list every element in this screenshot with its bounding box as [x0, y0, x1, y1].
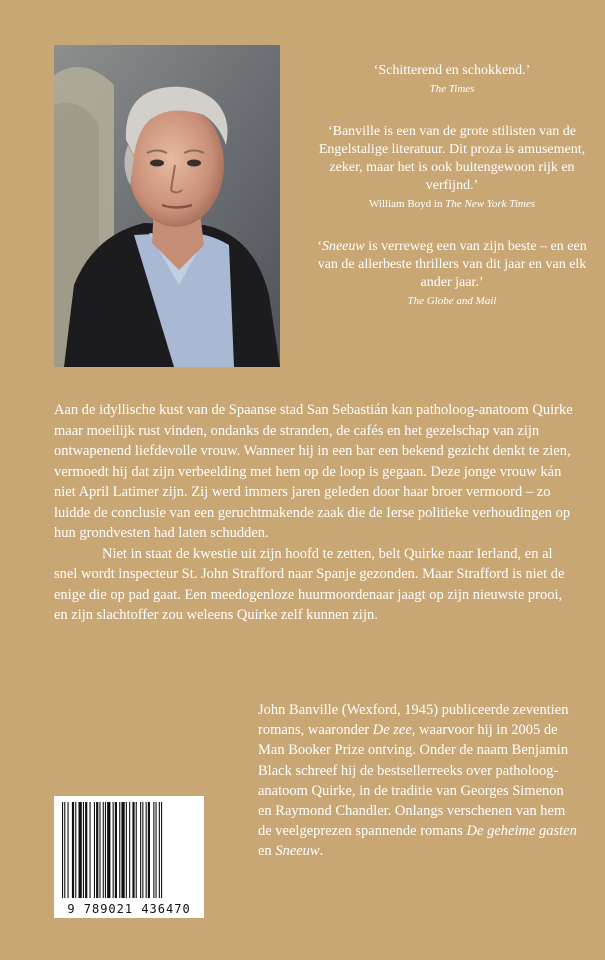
quote-text: ‘Banville is een van de grote stilisten van de Engelstalige literatuur. Dit proza is amusement, zeker, maar het is ook buitengewoon rijk en verfijnd.’ — [318, 124, 586, 193]
author-photo — [54, 45, 280, 367]
bio-part: en — [258, 843, 276, 860]
bio-book-title: De geheime gasten — [466, 823, 577, 840]
isbn-number: 9 789021 436470 — [67, 902, 191, 916]
author-bio — [258, 700, 578, 862]
review-quote — [313, 123, 591, 212]
synopsis-paragraph: Niet in staat de kwestie uit zijn hoofd te zetten, belt Quirke naar Ierland, en al snel wordt inspecteur St. John Strafford naar Spanje gezonden. Maar Strafford is niet de enige die op pad gaat. Een meedogenloze huurmoordenaar jaagt op zijn nieuwste prooi, en zijn slachtoffer zou weleens Quirke zelf kunnen zijn. — [54, 545, 565, 623]
quote-source — [313, 196, 591, 212]
quote-source-title: The New York Times — [445, 198, 535, 210]
bio-part: , waarvoor hij in 2005 de Man Booker Prize ontving. Onder de naam Benjamin Black schreef hij de bestsellerreeks over patholoog-anatoom Quirke, in de traditie van Georges Simenon en Raymond Chandler. Onlangs verschenen van hem de veelgeprezen spannende romans — [258, 722, 569, 840]
quote-text: ‘Schitterend en schokkend.’ — [373, 63, 531, 78]
review-quote — [313, 62, 591, 97]
bio-book-title: Sneeuw — [275, 843, 320, 860]
barcode-bars — [60, 802, 198, 898]
quote-book-title: Sneeuw — [321, 239, 365, 254]
quote-source: The Globe and Mail — [407, 295, 497, 307]
review-quote — [313, 238, 591, 309]
quote-text — [313, 238, 591, 292]
isbn-barcode — [54, 796, 204, 918]
review-quotes — [313, 62, 591, 335]
bio-part: John Banville (Wexford, 1945) publiceerde zeventien romans, waaronder — [258, 702, 569, 739]
bio-book-title: De zee — [372, 722, 412, 739]
quote-open-mark: ‘ — [317, 239, 322, 254]
quote-source-prefix: William Boyd in — [368, 198, 446, 210]
quote-source: The Times — [429, 83, 475, 95]
quote-body: is verreweg een van zijn beste – en een van de allerbeste thrillers van dit jaar en van elk ander jaar.’ — [317, 239, 587, 290]
synopsis-paragraph: Aan de idyllische kust van de Spaanse stad San Sebastián kan patholoog-anatoom Quirke maar moeilijk rust vinden, ondanks de stranden, de cafés en het gezelschap van zijn ontwapenend liefdevolle vrouw. Wanneer hij in een bar een bekend gezicht denkt te zien, vermoedt hij dat zijn verbeelding met hem op de loop is gegaan. Deze jonge vrouw kán niet April Latimer zijn. Zij werd immers jaren geleden door haar broer vermoord – zo luidde de conclusie van een geruchtmakende zaak die de Ierse politieke verhoudingen op hun grondvesten had laten schudden. — [54, 402, 573, 541]
author-bio-text — [258, 700, 578, 862]
synopsis — [54, 400, 574, 626]
bio-part: . — [319, 843, 324, 860]
